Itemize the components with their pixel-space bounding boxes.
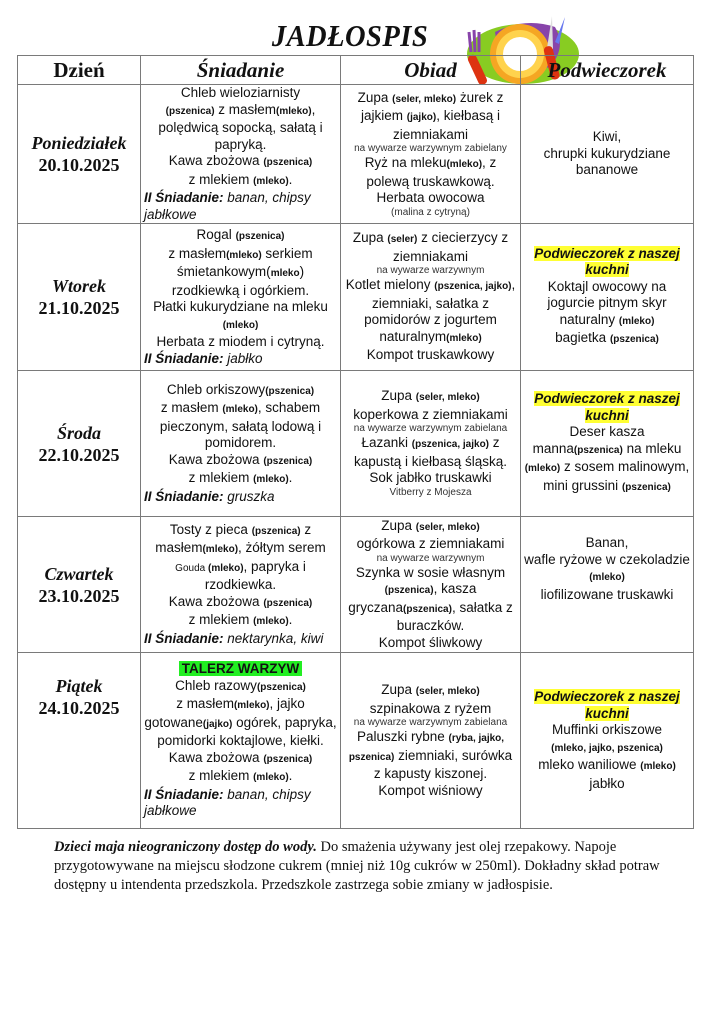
dish: z kapustą i kiełbasą śląską. (353, 435, 508, 469)
lunch-cell (341, 85, 521, 224)
second-breakfast-label: II Śniadanie: (144, 488, 224, 504)
lunch-cell (341, 224, 521, 371)
day-name: Piątek (55, 676, 103, 696)
snack-cell (521, 224, 694, 371)
dish: ogórek, papryka, pomidorki koktajlowe, kiełki. (157, 714, 337, 749)
drink: Herbata z miodem i cytryną. (156, 334, 325, 349)
dish: z masłem (155, 521, 312, 556)
dish: z masłem (160, 400, 223, 416)
allergen: (mleko) (253, 175, 289, 187)
dish: Chleb razowy (175, 677, 257, 693)
dish: z masłem (168, 245, 227, 261)
dish: , polędwicą sopocką, sałatą i papryką. (158, 101, 323, 152)
dish: z masłem (176, 696, 234, 712)
snack-item: Banan, (585, 535, 629, 550)
dish: Zupa (357, 89, 393, 105)
homemade-highlight: Podwieczorek z naszej kuchni (534, 245, 680, 277)
allergen: (seler, mleko) (415, 686, 480, 697)
punct: . (288, 612, 293, 628)
drink: Kompot truskawkowy (366, 347, 495, 363)
dish: ziemniaki, surówka z kapusty kiszonej. (373, 747, 513, 781)
menu-table (17, 55, 694, 829)
drink: Sok jabłko truskawki (369, 470, 492, 486)
allergen: (mleko) (446, 332, 482, 344)
dish: z ciecierzycy z ziemniakami (392, 230, 509, 264)
second-breakfast-value: jabłko (223, 350, 263, 366)
allergen: (mleko) (253, 474, 289, 486)
dish: Chleb orkiszowy (166, 381, 266, 397)
dish: z masłem (214, 101, 277, 117)
drink: Herbata owocowa (376, 190, 485, 205)
day-date: 22.10.2025 (38, 444, 120, 465)
allergen: (mleko) (222, 404, 258, 416)
footer-note (54, 838, 674, 895)
dish: Chleb wieloziarnisty (180, 85, 301, 100)
allergen: mleko (270, 268, 300, 279)
snack-item: Deser kasza manna (532, 424, 645, 456)
dish: ogórkowa z ziemniakami (356, 536, 505, 552)
note: na wywarze warzywnym (376, 265, 485, 277)
day-date: 23.10.2025 (38, 585, 120, 606)
dish: koperkowa z ziemniakami (353, 406, 508, 422)
dish: Kotlet mielony (345, 277, 435, 293)
drink: Kawa zbożowa (168, 451, 264, 467)
punct: . (288, 768, 293, 784)
table-row (18, 85, 694, 224)
lunch-cell (341, 517, 521, 653)
day-name: Środa (56, 422, 101, 443)
dish: Paluszki rybne (356, 729, 449, 744)
day-cell (18, 224, 141, 371)
dish: , ziemniaki, sałatka z pomidorów z jogurtem naturalnym (364, 277, 516, 344)
dish: żurek z jajkiem (360, 89, 504, 123)
day-name: Wtorek (52, 276, 106, 296)
dish: Rogal (196, 227, 236, 242)
day-cell (18, 85, 141, 224)
allergen: (mleko, jajko, pszenica) (551, 742, 663, 754)
dish: Łazanki (361, 435, 412, 451)
allergen: (pszenica) (621, 481, 671, 493)
header-snack: Podwieczorek (521, 56, 694, 85)
allergen: (mleko) (276, 105, 312, 117)
table-row (18, 224, 694, 371)
note: Vitberry z Mojesza (389, 486, 472, 498)
allergen: (mleko) (446, 159, 483, 170)
allergen: (seler) (387, 234, 418, 246)
dish: , sałatka z buraczków. (396, 599, 513, 634)
dish: , żółtym serem (238, 540, 326, 556)
snack-item: mleko waniliowe (538, 757, 641, 772)
day-name: Poniedziałek (31, 133, 127, 153)
allergen: (mleko) (202, 544, 239, 556)
punct: . (288, 171, 293, 187)
dish: Szynka w sosie własnym (355, 564, 506, 580)
breakfast-cell (141, 85, 341, 224)
homemade-highlight: Podwieczorek z naszej kuchni (534, 391, 680, 423)
day-date: 20.10.2025 (38, 155, 120, 175)
breakfast-cell (141, 653, 341, 829)
snack-item: liofilizowane truskawki (540, 586, 674, 602)
allergen: (mleko) (207, 562, 244, 574)
dish: , jajko gotowane (144, 696, 305, 730)
punct: ) (299, 264, 305, 279)
snack-item: Kiwi, (592, 129, 622, 145)
second-breakfast-value: gruszka (223, 488, 275, 504)
snack-item: Koktajl owocowy na jogurcie pitnym skyr naturalny (547, 278, 667, 327)
allergen: (mleko) (222, 319, 259, 331)
water-note: Dzieci maja nieograniczony dostęp do wody. (54, 839, 317, 855)
allergen: (pszenica) (263, 455, 313, 467)
day-date: 24.10.2025 (38, 698, 120, 718)
day-cell (18, 653, 141, 829)
breakfast-cell (141, 224, 341, 371)
allergen: (pszenica) (165, 105, 215, 117)
note: na wywarze warzywnym zabielana (353, 717, 508, 728)
note: na wywarze warzywnym (376, 552, 485, 564)
dish: serkiem śmietankowym( (176, 245, 313, 279)
allergen: (pszenica) (263, 597, 313, 609)
allergen: (pszenica) (265, 385, 315, 397)
drink: z mlekiem (188, 470, 254, 486)
snack-cell (521, 371, 694, 517)
drink: Kawa zbożowa (168, 593, 264, 609)
second-breakfast (144, 631, 337, 648)
second-breakfast (144, 787, 337, 820)
punct: . (288, 470, 293, 486)
snack-item: bagietka (555, 330, 610, 345)
snack-cell (521, 517, 694, 653)
day-date: 21.10.2025 (38, 298, 120, 318)
snack-item: na mleku (622, 440, 682, 456)
dish: Tosty z pieca (169, 521, 252, 537)
table-row (18, 371, 694, 517)
breakfast-cell (141, 517, 341, 653)
dish: Ryż na mleku (364, 155, 447, 170)
second-breakfast (144, 489, 337, 506)
snack-cell (521, 85, 694, 224)
note: na wywarze warzywnym zabielana (353, 423, 508, 435)
second-breakfast-label: II Śniadanie: (144, 786, 224, 802)
second-breakfast-value: nektarynka, kiwi (223, 630, 324, 646)
footer-text: Do smażenia używany jest olej rzepakowy. Napoje przygotowywane na miejscu słodzone cukrem (mniej niż 10g cukrów w 250ml). Dokładny skład potraw dostępny u intendenta przedszkola. Przedszkole zastrzega sobie zmiany w jadłospisie. (54, 839, 660, 893)
allergen: (mleko) (589, 572, 625, 583)
lunch-cell (341, 653, 521, 829)
breakfast-cell (141, 371, 341, 517)
dish: , schabem pieczonym, sałatą lodową i pomidorem. (159, 400, 322, 451)
allergen: (mleko) (253, 772, 289, 784)
header-lunch: Obiad (341, 56, 521, 85)
dish: , kiełbasą i ziemniakami (392, 108, 500, 142)
allergen: (pszenica) (263, 753, 313, 765)
dish: , kasza gryczana (348, 581, 477, 615)
drink: Kompot śliwkowy (378, 634, 483, 650)
table-row (18, 653, 694, 829)
snack-cell (521, 653, 694, 829)
allergen: (pszenica) (235, 231, 285, 242)
homemade-highlight: Podwieczorek z naszej kuchni (534, 689, 680, 721)
header-row (18, 56, 694, 85)
cheese-type: Gouda (175, 562, 208, 574)
header-day: Dzień (18, 56, 141, 85)
allergen: (mleko) (233, 700, 270, 712)
drink: z mlekiem (188, 171, 254, 187)
second-breakfast-value: banan, chipsy jabłkowe (144, 786, 311, 819)
allergen: (jajko) (202, 718, 233, 730)
day-cell (18, 371, 141, 517)
second-breakfast-label: II Śniadanie: (144, 630, 224, 646)
allergen: (pszenica, jajko) (434, 281, 512, 293)
snack-item: wafle ryżowe w czekoladzie (524, 551, 690, 567)
allergen: (jajko) (406, 112, 437, 123)
header-breakfast: Śniadanie (141, 56, 341, 85)
dish: Zupa (352, 230, 388, 246)
second-breakfast-value: banan, chipsy jabłkowe (144, 190, 311, 222)
allergen: (pszenica) (609, 334, 659, 345)
allergen: (ryba, jajko, pszenica) (348, 733, 505, 763)
second-breakfast-label: II Śniadanie: (144, 350, 224, 366)
allergen: (pszenica) (263, 157, 313, 168)
dish: Zupa (381, 517, 416, 533)
allergen: (pszenica) (573, 444, 623, 456)
drink: z mlekiem (188, 768, 254, 784)
vegetable-plate-badge: TALERZ WARZYW (179, 661, 302, 676)
drink: z mlekiem (188, 612, 254, 628)
allergen: (pszenica) (251, 525, 301, 537)
second-breakfast (144, 190, 337, 223)
dish: rzodkiewką i ogórkiem. (171, 282, 310, 298)
allergen: (pszenica) (256, 681, 306, 693)
second-breakfast (144, 351, 337, 368)
dish: Płatki kukurydziane na mleku (153, 299, 328, 314)
allergen: (seler, mleko) (392, 93, 457, 105)
drink: Kawa zbożowa (168, 749, 264, 765)
allergen: (mleko) (640, 761, 676, 772)
allergen: (mleko) (253, 616, 289, 628)
day-cell (18, 517, 141, 653)
allergen: (seler, mleko) (415, 392, 480, 404)
dish: Zupa (381, 682, 416, 697)
allergen: (pszenica, jajko) (411, 439, 490, 451)
allergen: (pszenica) (384, 585, 434, 597)
dish: , z polewą truskawkową. (366, 155, 497, 189)
dish: , papryka i rzodkiewka. (204, 558, 306, 593)
allergen: (mleko) (524, 463, 561, 474)
allergen: (seler, mleko) (415, 521, 480, 533)
note: na wywarze warzywnym zabielany (354, 143, 507, 154)
table-row (18, 517, 694, 653)
dish: szpinakowa z ryżem (369, 700, 492, 716)
lunch-cell (341, 371, 521, 517)
page-title: JADŁOSPIS (271, 18, 429, 53)
drink: Kawa zbożowa (168, 153, 264, 168)
snack-item: chrupki kukurydziane bananowe (543, 145, 671, 178)
allergen: (mleko) (226, 249, 262, 261)
drink: Kompot wiśniowy (378, 782, 483, 798)
snack-item: Muffinki orkiszowe (551, 722, 663, 737)
allergen: (pszenica) (403, 603, 452, 615)
dish: Zupa (381, 388, 416, 404)
note: (malina z cytryną) (391, 206, 470, 218)
allergen: (mleko) (618, 315, 655, 327)
second-breakfast-label: II Śniadanie: (144, 190, 224, 205)
snack-item: jabłko (589, 775, 625, 791)
snack-item: z sosem malinowym, mini grussini (543, 459, 690, 493)
day-name: Czwartek (44, 563, 114, 584)
